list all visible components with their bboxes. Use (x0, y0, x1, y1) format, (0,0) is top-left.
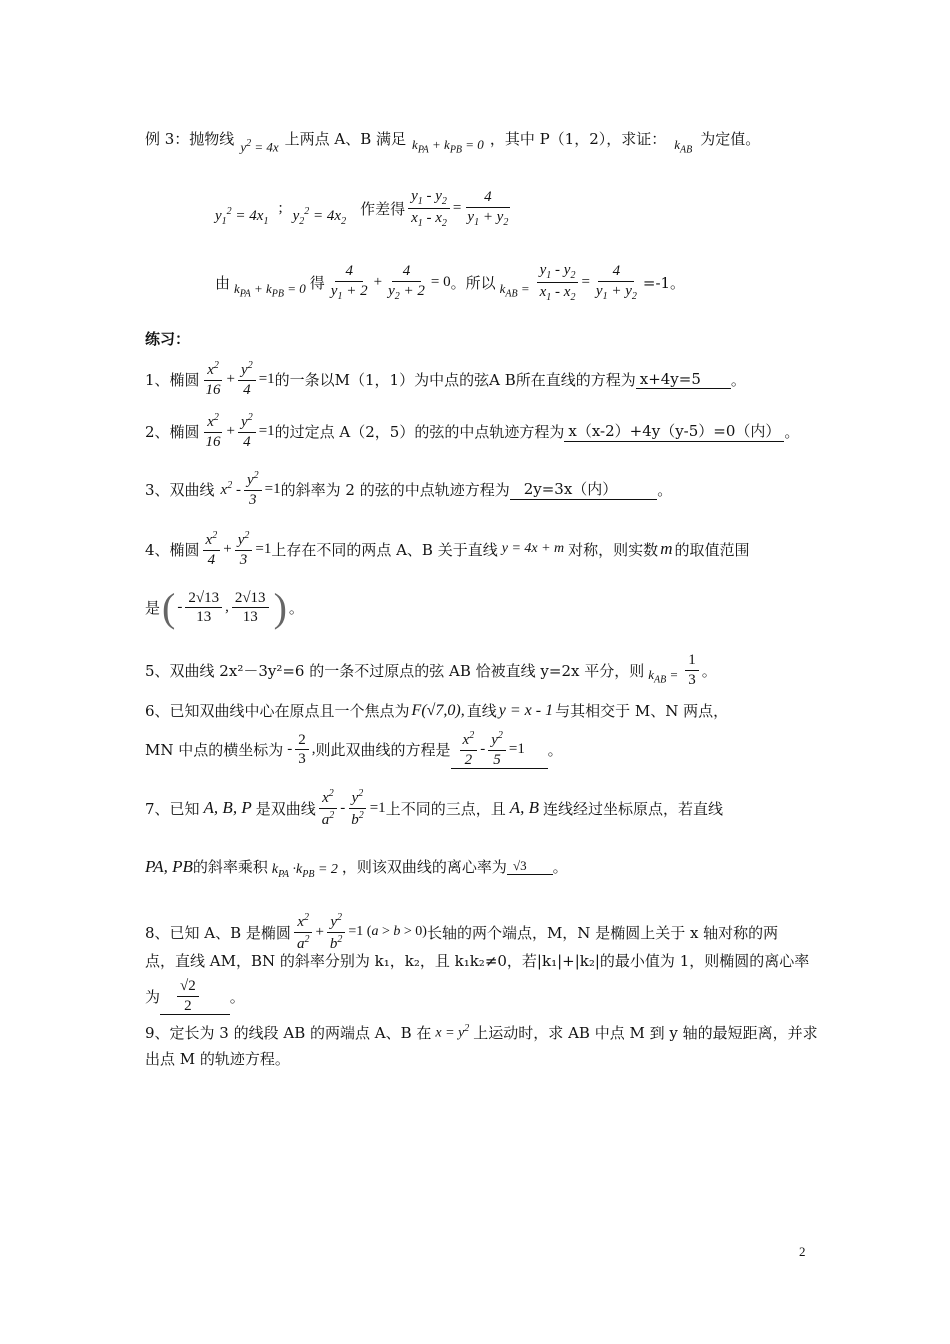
step2-mid: 得 (309, 274, 325, 292)
eq-y1: $y_1^2 = 4x_1$ (215, 206, 269, 227)
question-4-line2: 是 ( - $\frac{2√13}{13}$ , $\frac{2√13}{13}$ ) 。 (145, 585, 304, 630)
q1-answer: x+4y=5 (636, 370, 731, 389)
question-7-line2: PA, PB 的斜率乘积 $k_{PA} \cdot k_{PB} = 2$ ，则该双曲线的离心率为 √3 。 (145, 856, 568, 880)
question-1: 1、椭圆 $\frac{x^2}{16}$ + $\frac{y^2}{4}$ =1 的一条以M（1，1）为中点的弦A B所在直线的方程为 x+4y=5 。 (145, 360, 746, 398)
question-4: 4、椭圆 $\frac{x^2}{4}$ + $\frac{y^2}{3}$ =1 上存在不同的两点 A、B 关于直线 y = 4x + m 对称，则实数 m 的取值范围 (145, 530, 750, 568)
example3-step1: $y_1^2 = 4x_1$ ; $y_2^2 = 4x_2$ 作差得 $\frac{y_1 - y_2}{x_1 - x_2}$ = $\frac{4}{y_1 + y_2}$ (215, 188, 514, 229)
question-9: 9、定长为 3 的线段 AB 的两端点 A、B 在 $x = y^2$ 上运动时，求 AB 中点 M 到 y 轴的最短距离，并求 (145, 1023, 818, 1042)
q3-answer: 2y=3x（内） (510, 478, 658, 500)
question-9-line2: 出点 M 的轨迹方程。 (145, 1050, 290, 1068)
kab-symbol: $k_{AB}$ (674, 137, 693, 156)
question-6-line2: MN 中点的横坐标为 - $\frac{2}{3}$ , 则此双曲线的方程是 $\frac{x^2}{2}$ - $\frac{y^2}{5}$ =1 。 (145, 730, 563, 768)
question-7: 7、已知 A, B, P 是双曲线 $\frac{x^2}{a^2}$ - $\frac{y^2}{b^2}$ =1 上不同的三点，且 A, B 连线经过坐标原点，若直线 (145, 788, 723, 828)
question-3: 3、双曲线 $x^2$ - $\frac{y^2}{3}$ =1 的斜率为 2 的弦的中点轨迹方程为 2y=3x（内） 。 (145, 470, 673, 508)
question-5: 5、双曲线 2x²－3y²=6 的一条不过原点的弦 AB 恰被直线 y=2x 平分，则 $k_{AB}$ = $\frac{1}{3}$ 。 (145, 652, 717, 688)
example3-step2: 由 $k_{PA} + k_{PB} = 0$ 得 $\frac{4}{y_1 + 2}$ + $\frac{4}{y_2 + 2}$ = 0 。所以 $k_{AB}$ = $\frac{y_1 - y_2}{x_1 - x_2}$ = $\frac{4}{y_1 + y_2}$ =-1。 (215, 262, 686, 303)
diff-quotient: $\frac{y_1 - y_2}{x_1 - x_2}$ (408, 188, 450, 229)
example3-mid2: ，其中 P（1，2），求证： (489, 130, 667, 148)
question-8-line2: 点，直线 AM，BN 的斜率分别为 k₁，k₂，且 k₁k₂≠0，若|k₁|+|k₂|的最小值为 1，则椭圆的离心率 (145, 952, 810, 970)
four-over-sum: $\frac{4}{y_1 + y_2}$ (467, 189, 509, 228)
question-8-line3: 为 $\frac{√2}{2}$ 。 (145, 978, 245, 1014)
example3-suffix: 为定值。 (700, 130, 761, 148)
step2-suffix: =-1。 (642, 274, 686, 292)
step1-label: 作差得 (360, 200, 406, 218)
page-number: 2 (799, 1244, 806, 1259)
slope-sum-eq: $k_{PA} + k_{PB} = 0$ (412, 137, 484, 156)
step2-mid2: 。所以 (450, 274, 496, 292)
parabola-eq: $y^2 = 4x$ (240, 137, 279, 155)
question-6: 6、已知双曲线中心在原点且一个焦点为 F(√7,0), 直线 y = x - 1 与其相交于 M、N 两点， (145, 701, 729, 720)
q2-answer: x（x-2）+4y（y-5）=0（内） (564, 420, 784, 442)
question-2: 2、椭圆 $\frac{x^2}{16}$ + $\frac{y^2}{4}$ =1 的过定点 A（2，5）的弦的中点轨迹方程为 x（x-2）+4y（y-5）=0（内） 。 (145, 412, 800, 450)
eq-y2: $y_2^2 = 4x_2$ (292, 206, 347, 227)
practice-title: 练习： (145, 330, 191, 348)
question-8: 8、已知 A、B 是椭圆 $\frac{x^2}{a^2}$ + $\frac{y^2}{b^2}$ =1 (a > b > 0) 长轴的两个端点，M，N 是椭圆上关于 x 轴对称的两 (145, 912, 779, 952)
example3-prefix: 例 3：抛物线 (145, 130, 235, 148)
example3-mid1: 上两点 A、B 满足 (284, 130, 407, 148)
step2-prefix: 由 (215, 274, 231, 292)
example3-statement (145, 128, 761, 156)
